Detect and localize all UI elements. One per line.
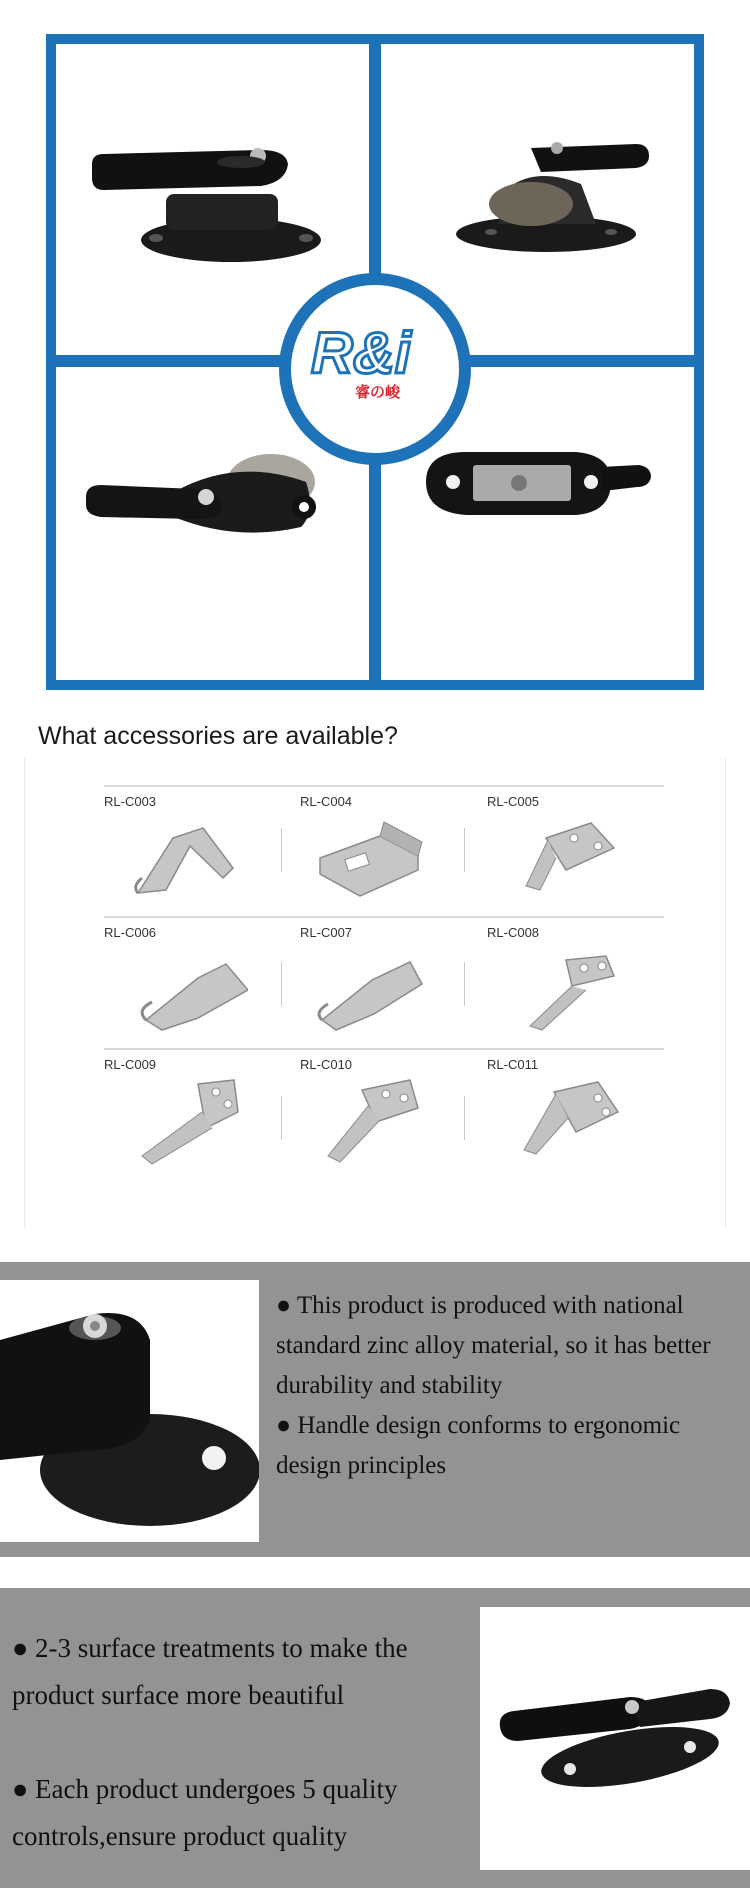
accessory-separator bbox=[464, 828, 465, 872]
hook-bracket-icon bbox=[128, 808, 248, 908]
accessories-heading: What accessories are available? bbox=[38, 722, 398, 750]
feature-photo-product bbox=[480, 1607, 750, 1870]
brand-logo-icon bbox=[291, 285, 459, 453]
feature-bullet: ● Each product undergoes 5 quality controls,ensure product quality bbox=[12, 1774, 398, 1851]
hook-bracket-icon bbox=[506, 808, 626, 908]
accessory-code: RL-C006 bbox=[104, 925, 157, 940]
accessory-code: RL-C003 bbox=[104, 794, 157, 809]
hook-bracket-icon bbox=[310, 940, 430, 1040]
hook-bracket-icon bbox=[310, 1072, 430, 1172]
window-latch-product-icon bbox=[480, 1607, 750, 1870]
hook-bracket-icon bbox=[128, 1072, 248, 1172]
accessory-code: RL-C009 bbox=[104, 1057, 157, 1072]
hook-bracket-icon bbox=[128, 940, 248, 1040]
feature-photo-closeup bbox=[0, 1280, 259, 1542]
accessory-separator bbox=[281, 828, 282, 872]
accessory-code: RL-C005 bbox=[487, 794, 540, 809]
feature-two-text bbox=[12, 1625, 472, 1860]
accessory-separator bbox=[464, 962, 465, 1006]
accessory-code: RL-C010 bbox=[300, 1057, 353, 1072]
feature-bullet: ● This product is produced with national standard zinc alloy material, so it has better durability and stability bbox=[276, 1292, 711, 1399]
hook-bracket-icon bbox=[506, 1072, 626, 1172]
logo-mark: R&i bbox=[311, 321, 411, 386]
accessories-row-divider bbox=[104, 916, 664, 918]
window-latch-closeup-icon bbox=[0, 1280, 259, 1542]
accessory-separator bbox=[464, 1096, 465, 1140]
hook-bracket-icon bbox=[506, 940, 626, 1040]
feature-bullet: ● 2-3 surface treatments to make the product surface more beautiful bbox=[12, 1633, 408, 1710]
accessory-code: RL-C007 bbox=[300, 925, 353, 940]
accessory-separator bbox=[281, 962, 282, 1006]
accessory-code: RL-C011 bbox=[487, 1057, 539, 1072]
feature-one-text bbox=[276, 1286, 746, 1486]
accessories-row-divider bbox=[104, 1048, 664, 1050]
plate-bracket-icon bbox=[310, 808, 430, 908]
accessory-separator bbox=[281, 1096, 282, 1140]
feature-bullet: ● Handle design conforms to ergonomic design principles bbox=[276, 1412, 681, 1479]
accessory-code: RL-C008 bbox=[487, 925, 540, 940]
accessory-code: RL-C004 bbox=[300, 794, 353, 809]
logo-subtext: 睿の峻 bbox=[355, 383, 401, 401]
accessories-row-divider bbox=[104, 785, 664, 787]
